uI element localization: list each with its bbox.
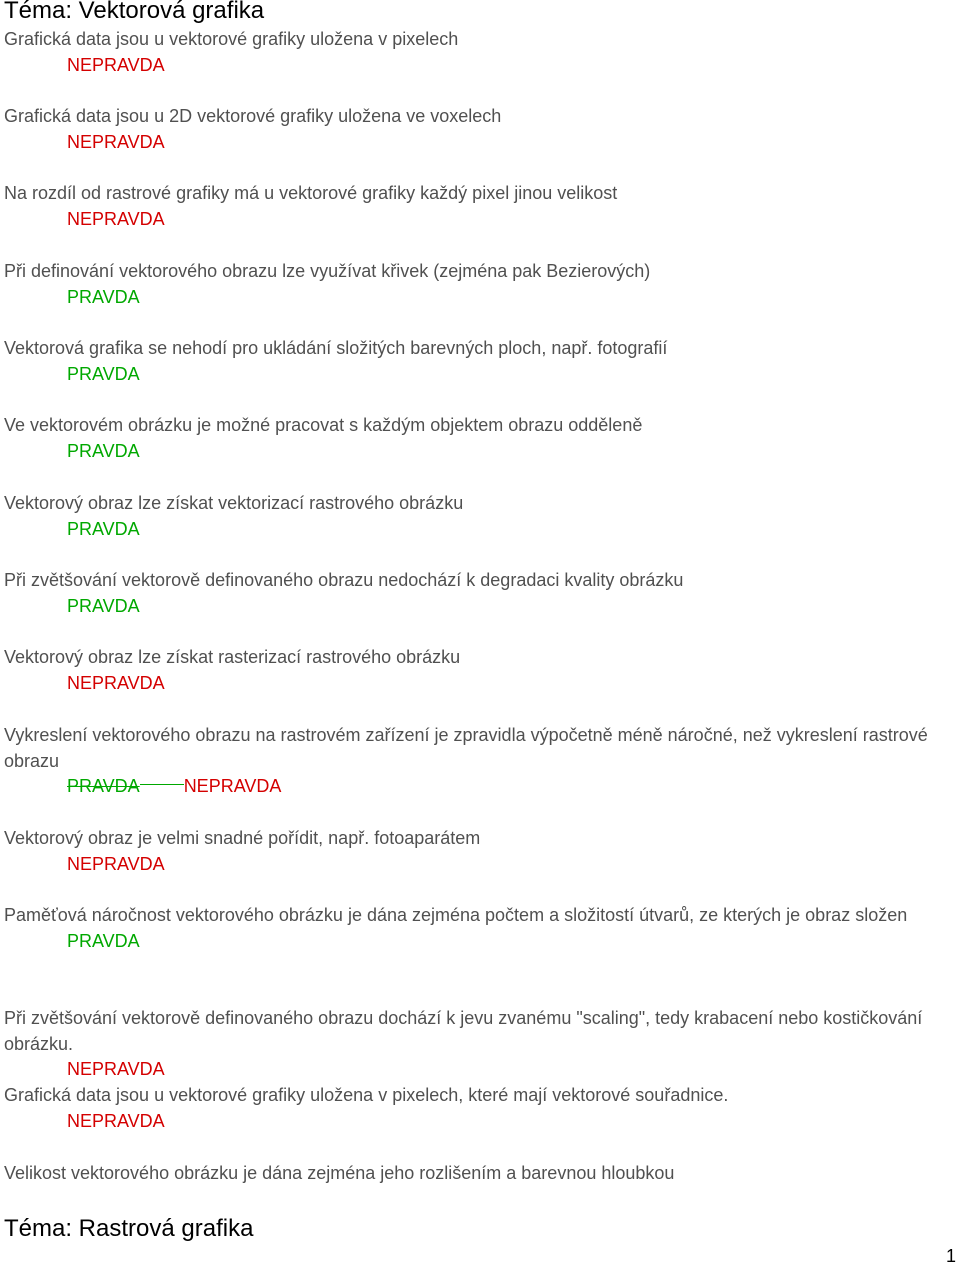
- question-item: [4, 413, 954, 464]
- question-text: Grafická data jsou u 2D vektorové grafiky uložena ve voxelech: [4, 106, 502, 126]
- question-item: [4, 645, 954, 696]
- question-item: [4, 259, 954, 310]
- answer-nepravda: NEPRAVDA: [67, 208, 165, 229]
- answer-pravda: PRAVDA: [67, 930, 140, 951]
- question-item: [4, 104, 954, 155]
- question-item: [4, 826, 954, 877]
- question-item: [4, 1161, 954, 1187]
- answer-nepravda: NEPRAVDA: [67, 1110, 165, 1131]
- question-text: Při definování vektorového obrazu lze využívat křivek (zejména pak Bezierových): [4, 261, 651, 281]
- answer-struck-pravda: PRAVDA: [67, 776, 140, 796]
- answer-nepravda: NEPRAVDA: [67, 853, 165, 874]
- topic-heading-raster: Téma: Rastrová grafika: [4, 1215, 254, 1242]
- answer-pravda: PRAVDA: [67, 286, 140, 307]
- question-text: Vektorový obraz lze získat vektorizací rastrového obrázku: [4, 493, 464, 513]
- answer-corrected: [67, 774, 954, 800]
- answer-nepravda: NEPRAVDA: [67, 672, 165, 693]
- answer-nepravda: NEPRAVDA: [67, 54, 165, 75]
- page-number: 1: [945, 1246, 956, 1266]
- question-text: Grafická data jsou u vektorové grafiky uložena v pixelech: [4, 29, 459, 49]
- question-item: [4, 568, 954, 619]
- question-item: [4, 491, 954, 542]
- answer-nepravda: NEPRAVDA: [183, 776, 282, 796]
- question-text: Vektorová grafika se nehodí pro ukládání složitých barevných ploch, např. fotografií: [4, 338, 668, 358]
- question-item: [4, 723, 954, 800]
- question-text: Na rozdíl od rastrové grafiky má u vektorové grafiky každý pixel jinou velikost: [4, 183, 618, 203]
- question-item: [4, 336, 954, 387]
- question-item: [4, 181, 954, 232]
- answer-nepravda: NEPRAVDA: [67, 131, 165, 152]
- question-item: [4, 27, 954, 78]
- answer-nepravda: NEPRAVDA: [67, 1059, 165, 1079]
- answer-pravda: PRAVDA: [67, 595, 140, 616]
- answer-pravda: PRAVDA: [67, 363, 140, 384]
- question-text: Paměťová náročnost vektorového obrázku je dána zejména počtem a složitostí útvarů, ze kterých je obraz složen: [4, 905, 908, 925]
- question-text: Vektorový obraz lze získat rasterizací rastrového obrázku: [4, 647, 461, 667]
- answer-pravda: PRAVDA: [67, 440, 140, 461]
- question-item: [4, 903, 954, 954]
- topic-heading-vector: Téma: Vektorová grafika: [4, 0, 265, 24]
- question-text: Vykreslení vektorového obrazu na rastrovém zařízení je zpravidla výpočetně méně náročné, než vykreslení rastrové obrazu: [4, 725, 928, 771]
- strike-line: [140, 784, 184, 785]
- question-text: Vektorový obraz je velmi snadné pořídit, např. fotoaparátem: [4, 828, 481, 848]
- question-item: [4, 1006, 954, 1083]
- question-text: Ve vektorovém obrázku je možné pracovat s každým objektem obrazu odděleně: [4, 415, 643, 435]
- question-item: [4, 1083, 954, 1134]
- question-text: Velikost vektorového obrázku je dána zejména jeho rozlišením a barevnou hloubkou: [4, 1163, 675, 1183]
- question-text: Grafická data jsou u vektorové grafiky uložena v pixelech, které mají vektorové souřadnice.: [4, 1085, 729, 1105]
- answer-pravda: PRAVDA: [67, 518, 140, 539]
- question-text: Při zvětšování vektorově definovaného obrazu nedochází k degradaci kvality obrázku: [4, 570, 684, 590]
- question-text: Při zvětšování vektorově definovaného obrazu dochází k jevu zvanému "scaling", tedy krabacení nebo kostičkování obrázku.: [4, 1008, 923, 1054]
